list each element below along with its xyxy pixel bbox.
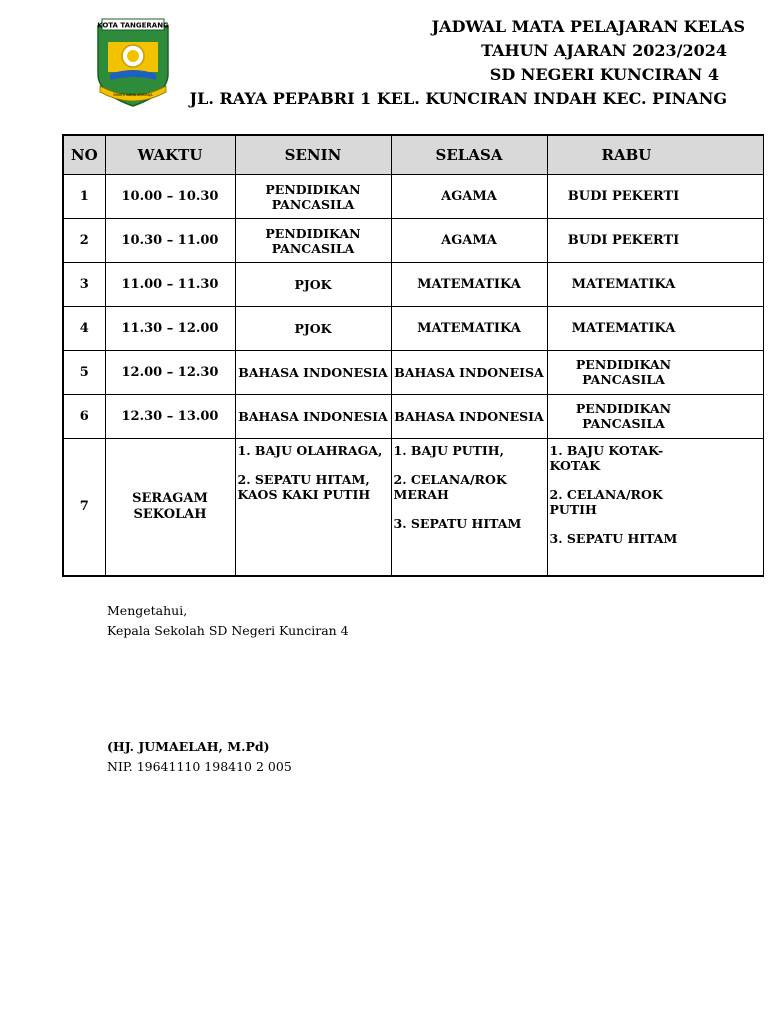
acknowledged-label: Mengetahui, — [107, 603, 188, 618]
header-address: JL. RAYA PEPABRI 1 KEL. KUNCIRAN INDAH KEC. PINANG — [189, 89, 727, 108]
header-academic-year: TAHUN AJARAN 2023/2024 — [481, 41, 727, 60]
header-selasa: SELASA — [391, 135, 547, 175]
cell-selasa: BAHASA INDONESIA — [391, 395, 547, 439]
cell-rabu: MATEMATIKA — [547, 307, 763, 351]
principal-nip: NIP. 19641110 198410 2 005 — [107, 759, 292, 774]
header-title: JADWAL MATA PELAJARAN KELAS — [431, 17, 745, 36]
cell-waktu: 12.30 – 13.00 — [105, 395, 235, 439]
uniform-item: 1. BAJU OLAHRAGA, — [237, 443, 383, 458]
uniform-item: 2. SEPATU HITAM, KAOS KAKI PUTIH — [237, 472, 371, 502]
uniform-item: 2. CELANA/ROK PUTIH — [549, 487, 663, 517]
uniform-item: 1. BAJU KOTAK-KOTAK — [549, 443, 664, 473]
cell-no: 4 — [63, 307, 105, 351]
uniform-item: 2. CELANA/ROK MERAH — [393, 472, 507, 502]
kota-tangerang-emblem — [92, 16, 174, 110]
cell-selasa: MATEMATIKA — [391, 307, 547, 351]
cell-waktu: 11.00 – 11.30 — [105, 263, 235, 307]
schedule-table-container — [62, 134, 705, 578]
cell-senin: PENDIDIKAN PANCASILA — [235, 175, 391, 219]
schedule-table — [62, 134, 764, 577]
table-row — [63, 307, 763, 351]
cell-rabu: MATEMATIKA — [547, 263, 763, 307]
cell-waktu: 12.00 – 12.30 — [105, 351, 235, 395]
cell-selasa: AGAMA — [391, 219, 547, 263]
table-row — [63, 263, 763, 307]
table-row — [63, 219, 763, 263]
table-row — [63, 351, 763, 395]
cell-senin: PJOK — [235, 307, 391, 351]
emblem-graphic — [92, 16, 174, 110]
cell-no: 6 — [63, 395, 105, 439]
cell-waktu: 10.00 – 10.30 — [105, 175, 235, 219]
document-header — [189, 16, 745, 112]
emblem-banner-text: KOTA TANGERANG — [97, 21, 169, 30]
cell-selasa-uniform — [391, 439, 547, 577]
cell-no: 7 — [63, 439, 105, 577]
table-header-row — [63, 135, 763, 175]
uniform-item: 1. BAJU PUTIH, — [393, 443, 504, 458]
uniform-item: 3. SEPATU HITAM — [549, 531, 678, 546]
cell-no: 1 — [63, 175, 105, 219]
header-school-name: SD NEGERI KUNCIRAN 4 — [489, 65, 719, 84]
principal-name: (HJ. JUMAELAH, M.Pd) — [107, 739, 270, 754]
cell-senin: PJOK — [235, 263, 391, 307]
cell-waktu: SERAGAM SEKOLAH — [105, 439, 235, 577]
cell-rabu-uniform — [547, 439, 763, 577]
header-rabu: RABU — [547, 135, 763, 175]
cell-rabu: BUDI PEKERTI — [547, 175, 763, 219]
cell-senin: PENDIDIKAN PANCASILA — [235, 219, 391, 263]
cell-selasa: MATEMATIKA — [391, 263, 547, 307]
cell-no: 2 — [63, 219, 105, 263]
cell-rabu: PENDIDIKAN PANCASILA — [547, 395, 763, 439]
cell-senin-uniform — [235, 439, 391, 577]
principal-title: Kepala Sekolah SD Negeri Kunciran 4 — [107, 623, 349, 638]
cell-selasa: BAHASA INDONEISA — [391, 351, 547, 395]
cell-selasa: AGAMA — [391, 175, 547, 219]
cell-waktu: 11.30 – 12.00 — [105, 307, 235, 351]
cell-rabu: PENDIDIKAN PANCASILA — [547, 351, 763, 395]
cell-rabu: BUDI PEKERTI — [547, 219, 763, 263]
table-row — [63, 175, 763, 219]
cell-no: 5 — [63, 351, 105, 395]
cell-no: 3 — [63, 263, 105, 307]
header-senin: SENIN — [235, 135, 391, 175]
cell-senin: BAHASA INDONESIA — [235, 351, 391, 395]
header-no: NO — [63, 135, 105, 175]
header-waktu: WAKTU — [105, 135, 235, 175]
table-row — [63, 395, 763, 439]
emblem-ribbon-text: BHAKTI KARYA ADHIRAJA — [113, 93, 153, 97]
cell-senin: BAHASA INDONESIA — [235, 395, 391, 439]
table-row-uniform — [63, 439, 763, 577]
cell-waktu: 10.30 – 11.00 — [105, 219, 235, 263]
uniform-item: 3. SEPATU HITAM — [393, 516, 522, 531]
